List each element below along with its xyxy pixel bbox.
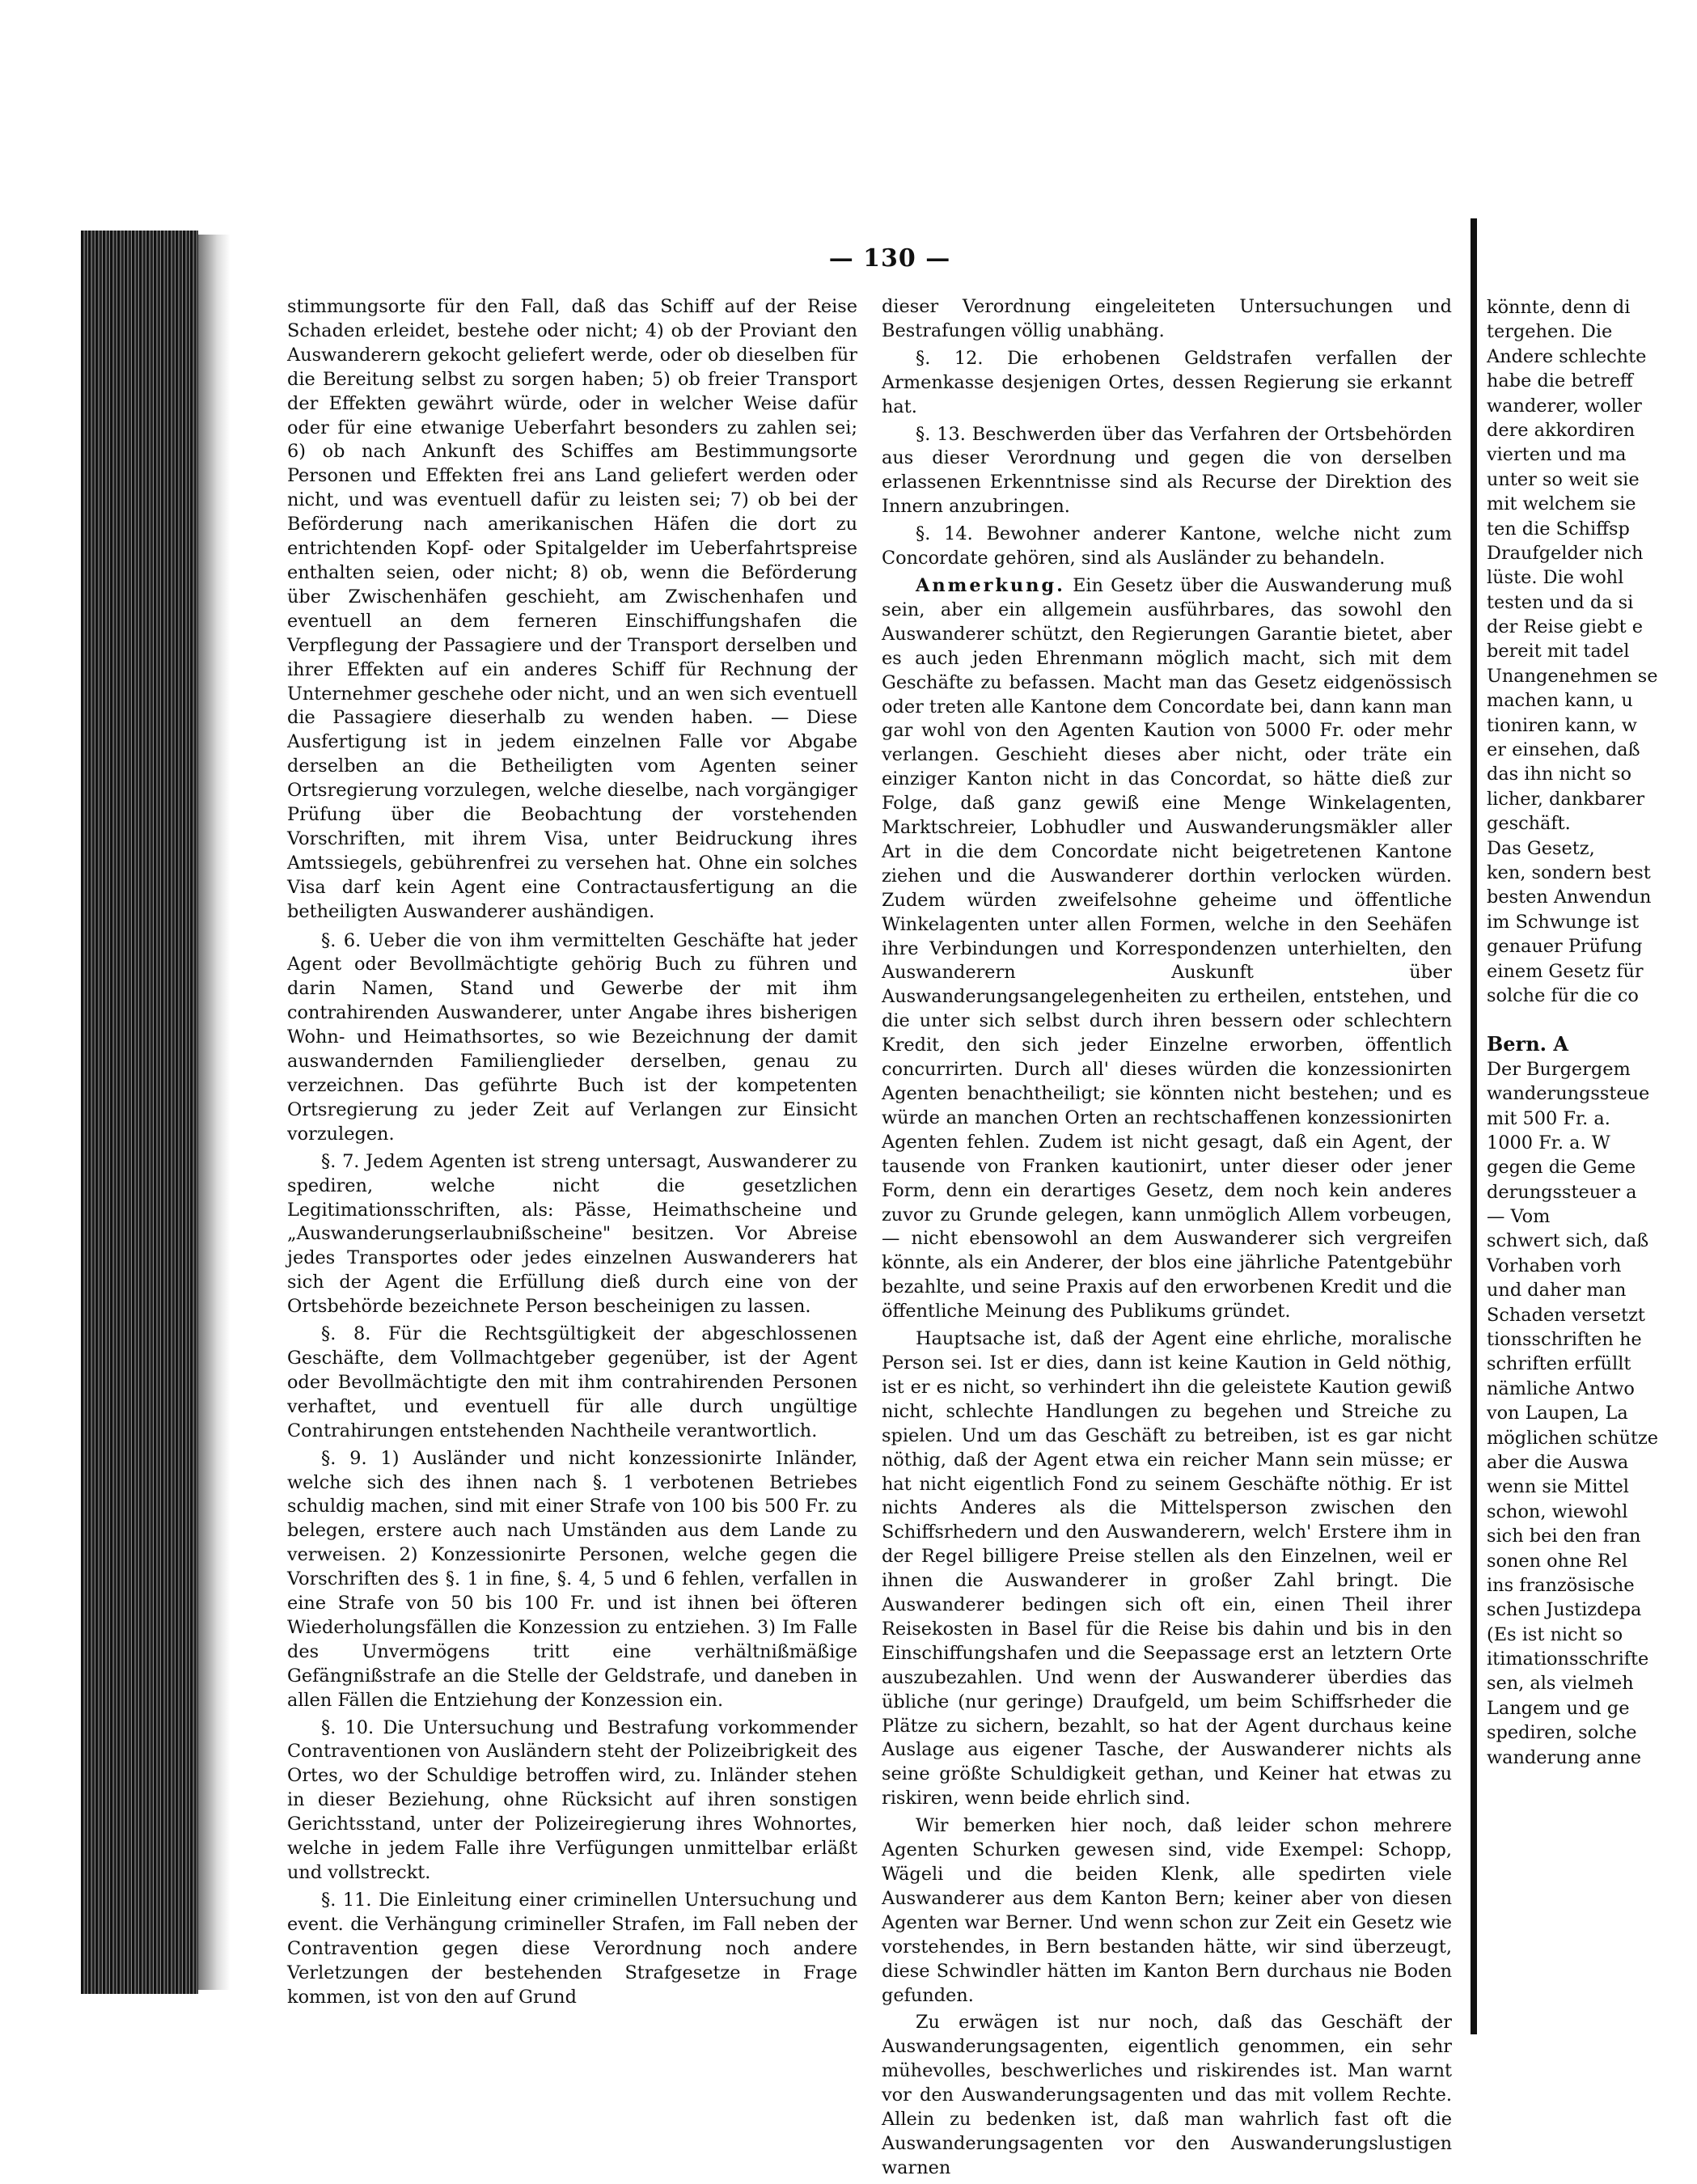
facing-page-line: schwert sich, daß	[1487, 1230, 1649, 1252]
paragraph-section-9: §. 9. 1) Ausländer und nicht konzessionirte Inländer, welche sich des ihnen nach §. 1 verbotenen Betriebes schuldig machen, sind mit einer Strafe von 100 bis 500 Fr. zu belegen, erstere auch nach Umständen aus dem Lande zu verweisen. 2) Konzessionirte Personen, welche gegen die Vorschriften des §. 1 in fine, §. 4, 5 und 6 fehlen, verfallen in eine Strafe von 50 bis 100 Fr. und ist ihnen bei öfteren Wiederholungsfällen die Konzession zu entziehen. 3) Im Falle des Unvermögens tritt eine verhältnißmäßige Gefängnißstrafe an die Stelle der Geldstrafe, und daneben in allen Fällen die Entziehung der Konzession ein.	[287, 1447, 857, 1711]
facing-page-line: mit welchem sie	[1487, 493, 1636, 515]
facing-page-line: machen kann, u	[1487, 690, 1633, 712]
facing-page-line: Das Gesetz,	[1487, 837, 1595, 859]
paragraph-section-13: §. 13. Beschwerden über das Verfahren der Ortsbehörden aus dieser Verordnung und gegen die von derselben erlassenen Erkenntnisse sind als Recurse der Direktion des Innern anzubringen.	[882, 423, 1452, 518]
paragraph: stimmungsorte für den Fall, daß das Schiff auf der Reise Schaden erleidet, bestehe oder nicht; 4) ob der Proviant den Auswanderern gekocht geliefert werde, oder ob dieselben für die Bereitung selbst zu sorgen haben; 5) ob freier Transport der Effekten gewährt würde, oder in welcher Weise dafür oder für eine etwanige Ueberfahrt besonders zu zahlen sei; 6) ob nach Ankunft des Schiffes am Bestimmungsorte Personen und Effekten frei ans Land geliefert werden oder nicht, und was eventuell dafür zu leisten sei; 7) ob bei der Beförderung nach amerikanischen Häfen die dort zu entrichtenden Kopf- oder Spitalgelder im Ueberfahrtspreise enthalten seien, oder nicht; 8) ob, wenn die Beförderung über Zwischenhäfen geschieht, am Zwischenhafen und eventuell an dem ferneren Einschiffungshafen die Verpflegung der Passagiere und der Transport derselben und ihrer Effekten auf ein anderes Schiff für Rechnung der Unternehmer geschehe oder nicht, und an wen sich eventuell die Passagiere dieserhalb zu wenden haben. — Diese Ausfertigung ist in jedem einzelnen Falle vor Abgabe derselben an die Betheiligten vom Agenten seiner Ortsregierung vorzulegen, welche dieselbe, nach vorgängiger Prüfung über die Beobachtung der vorstehenden Vorschriften, mit ihrem Visa, unter Beidruckung ihres Amtssiegels, gebührenfrei zu versehen hat. Ohne ein solches Visa darf kein Agent eine Contractausfertigung an die betheiligten Auswanderer aushändigen.	[287, 296, 857, 922]
facing-page-line: wanderung anne	[1487, 1746, 1641, 1768]
paragraph-section-12: §. 12. Die erhobenen Geldstrafen verfallen der Armenkasse desjenigen Ortes, dessen Regierung sie erkannt hat.	[882, 347, 1452, 417]
facing-page-line: licher, dankbarer	[1487, 788, 1645, 810]
facing-page-line: 1000 Fr. a. W	[1487, 1132, 1610, 1153]
facing-page-line: spediren, solche	[1487, 1722, 1637, 1744]
facing-page-line: einem Gesetz für	[1487, 960, 1644, 982]
facing-page-line: Unangenehmen se	[1487, 665, 1658, 687]
facing-page-line: möglichen schütze	[1487, 1427, 1659, 1449]
facing-page-line: (Es ist nicht so	[1487, 1623, 1623, 1645]
facing-page-line: geschäft.	[1487, 813, 1571, 835]
facing-page-line: ken, sondern best	[1487, 861, 1651, 883]
facing-page-line: besten Anwendun	[1487, 887, 1652, 908]
facing-page-line: ten die Schiffsp	[1487, 518, 1630, 540]
facing-page-line: Andere schlechte	[1487, 345, 1647, 367]
facing-page-line: und daher man	[1487, 1280, 1627, 1302]
facing-page-line: er einsehen, daß	[1487, 739, 1640, 761]
facing-page-line: ins französische	[1487, 1574, 1635, 1596]
paragraph: Wir bemerken hier noch, daß leider schon mehrere Agenten Schurken gewesen sind, vide Exempel: Schopp, Wägeli und die beiden Klenk, alle spedirten viele Auswanderer aus dem Kanton Bern; keiner aber von diesen Agenten war Berner. Und wenn schon zur Zeit ein Gesetz wie vorstehendes, in Bern bestanden hätte, wir sind überzeugt, diese Schwindler hätten im Kanton Bern durchaus nie Boden gefunden.	[882, 1815, 1452, 2006]
anmerkung-label: Anmerkung.	[916, 574, 1065, 596]
facing-page-line: derungssteuer a	[1487, 1181, 1637, 1203]
facing-page-line: könnte, denn di	[1487, 297, 1631, 318]
facing-page-line: aber die Auswa	[1487, 1451, 1629, 1473]
facing-page-line: tionsschriften he	[1487, 1329, 1642, 1351]
facing-page-line: nämliche Antwo	[1487, 1378, 1635, 1399]
paragraph-anmerkung	[882, 574, 1452, 1324]
facing-page-line: von Laupen, La	[1487, 1403, 1628, 1424]
paragraph: dieser Verordnung eingeleiteten Untersuchungen und Bestrafungen völlig unabhäng.	[882, 296, 1452, 341]
facing-page-line: vierten und ma	[1487, 444, 1627, 466]
facing-page-line: lüste. Die wohl	[1487, 567, 1624, 589]
facing-page-line: wenn sie Mittel	[1487, 1476, 1629, 1498]
facing-page-line: tergehen. Die	[1487, 321, 1613, 343]
paragraph: Hauptsache ist, daß der Agent eine ehrliche, moralische Person sei. Ist er dies, dann ist keine Kaution in Geld nöthig, ist er es nicht, so verhindert ihn die geleistete Kaution gewiß nicht, schlechte Handlungen zu begehen und Streiche zu spielen. Und um das Geschäft zu betreiben, ist es gar nicht nöthig, daß der Agent etwa ein reicher Mann sein müsse; er hat nicht eigentlich Fond zu seinem Geschäfte nöthig. Er ist nichts Anderes als die Mittelsperson zwischen den Schiffsrhedern und den Auswanderern, welch' Erstere ihm in der Regel billigere Preise stellen als den Einzelnen, weil er ihnen die Auswanderer in großer Zahl bringt. Die Auswanderer bedingen sich oft ein, einen Theil ihrer Reisekosten in Basel für die Reise bis dahin und bis in den Einschiffungshafen und die Seepassage erst an letztern Orte auszubezahlen. Und wenn der Auswanderer überdies das übliche (nur geringe) Draufgeld, um beim Schiffsrheder die Plätze zu sichern, bezahlt, so hat der Agent durchaus keine Auslage aus eigener Tasche, der Auswanderer nichts als seine größte Schuldigkeit gethan, und Keiner hat etwas zu riskiren, wenn beide ehrlich sind.	[882, 1328, 1452, 1809]
paragraph: Zu erwägen ist nur noch, daß das Geschäft der Auswanderungsagenten, eigentlich genommen, ein sehr mühevolles, beschwerliches und riskirendes ist. Man warnt vor den Auswanderungsagenten und das mit vollem Rechte. Allein zu bedenken ist, daß man wahrlich fast oft die Auswanderungsagenten vor den Auswanderungslustigen warnen	[882, 2012, 1452, 2178]
facing-page-line: schen Justizdepa	[1487, 1599, 1642, 1621]
facing-page-line: Draufgelder nich	[1487, 542, 1644, 564]
page-number: — 130 —	[828, 244, 951, 273]
facing-page-line: sich bei den fran	[1487, 1526, 1641, 1547]
facing-page-line: der Reise giebt e	[1487, 616, 1643, 638]
facing-page-line: schriften erfüllt	[1487, 1353, 1631, 1375]
facing-page-line: Schaden versetzt	[1487, 1304, 1645, 1326]
left-column	[287, 295, 857, 2013]
paragraph-section-11: §. 11. Die Einleitung einer criminellen Untersuchung und event. die Verhängung crimineller Strafen, im Fall neben der Contravention gegen diese Verordnung noch andere Verletzungen der bestehenden Strafgesetze in Frage kommen, ist von den auf Grund	[287, 1889, 857, 2008]
paragraph-section-7: §. 7. Jedem Agenten ist streng untersagt, Auswanderer zu spediren, welche nicht die gesetzlichen Legitimationsschriften, als: Pässe, Heimathscheine und „Auswanderungserlaubnißscheine" besitzen. Vor Abreise jedes Transportes oder jedes einzelnen Auswanderers hat sich der Agent die Erfüllung dieß durch eine von der Ortsbehörde bezeichnete Person bescheinigen zu lassen.	[287, 1150, 857, 1318]
facing-page-line: wanderer, woller	[1487, 395, 1642, 417]
binding-shadow	[198, 235, 231, 1990]
facing-page-line: bereit mit tadel	[1487, 641, 1630, 662]
facing-page-line: — Vom	[1487, 1206, 1551, 1228]
facing-page-line: sonen ohne Rel	[1487, 1550, 1628, 1572]
facing-page-line: Langem und ge	[1487, 1697, 1630, 1719]
facing-page-line: mit 500 Fr. a.	[1487, 1107, 1610, 1129]
facing-page-line: itimationsschrifte	[1487, 1649, 1649, 1670]
gutter-fold	[1471, 218, 1477, 2034]
facing-page-line: unter so weit sie	[1487, 468, 1640, 490]
paragraph-section-8: §. 8. Für die Rechtsgültigkeit der abgeschlossenen Geschäfte, dem Vollmachtgeber gegenüber, ist der Agent oder Bevollmächtigte den mit ihm contrahirenden Personen verhaftet, und eventuell für alle durch ungültige Contrahirungen entstehenden Nachtheile verantwortlich.	[287, 1323, 857, 1441]
paragraph-section-14: §. 14. Bewohner anderer Kantone, welche nicht zum Concordate gehören, sind als Ausländer zu behandeln.	[882, 523, 1452, 569]
right-column	[882, 295, 1452, 2184]
facing-page-line: habe die betreff	[1487, 370, 1633, 392]
facing-page-line: sen, als vielmeh	[1487, 1673, 1634, 1695]
facing-page-fragment	[1487, 295, 1659, 2010]
facing-page-line: schon, wiewohl	[1487, 1500, 1628, 1522]
facing-page-line: tioniren kann, w	[1487, 714, 1637, 736]
paragraph-section-6: §. 6. Ueber die von ihm vermittelten Geschäfte hat jeder Agent oder Bevollmächtigte gehörig Buch zu führen und darin Namen, Stand und Gewerbe der mit ihm contrahirenden Auswanderer, unter Angabe ihres bisherigen Wohn- und Heimathsortes, so wie Bezeichnung der damit auswandernden Familienglieder derselben, genau zu verzeichnen. Das geführte Buch ist der kompetenten Ortsregierung zu jeder Zeit auf Verlangen zur Einsicht vorzulegen.	[287, 929, 857, 1145]
book-page-edges	[81, 231, 198, 1994]
facing-page-line: Vorhaben vorh	[1487, 1255, 1622, 1276]
anmerkung-text: Ein Gesetz über die Auswanderung muß sein, aber ein allgemein ausführbares, das sowohl den Auswanderer schützt, den Regierungen Garantie bietet, aber es auch jeden Ehrenmann möglich macht, sich mit dem Geschäfte zu befassen. Macht man das Gesetz eidgenössisch oder treten alle Kantone dem Concordate bei, dann kann man gar wohl von den Agenten Kaution von 5000 Fr. oder mehr verlangen. Geschieht dieses aber nicht, oder träte ein einziger Kanton nicht in das Concordat, so hätte dieß zur Folge, daß ganz gewiß eine Menge Winkelagenten, Marktschreier, Lobhudler und Auswanderungsmäkler aller Art in die dem Concordate nicht beigetretenen Kantone ziehen und die Auswanderer dorthin verlocken würden. Zudem würden zweifelsohne geheime und öffentliche Winkelagenten unter allen Formen, welche in den Seehäfen ihre Verbindungen und Korrespondenzen unterhielten, den Auswanderern Auskunft über Auswanderungsangelegenheiten zu ertheilen, entstehen, und die unter sich selbst durch ihren bessern oder schlechtern Kredit, den sich jeder Einzelne erworben, öffentlich concurrirten. Durch all' dieses würden die konzessionirten Agenten benachtheiligt; sie könnten nicht bestehen; und es würde an manchen Orten an rechtschaffenen konzessionirten Agenten fehlen. Zudem ist nicht gesagt, daß ein Agent, der tausende von Franken kautionirt, unter dieser oder jener Form, denn ein derartiges Gesetz, dem noch kein anderes zuvor zu Grunde gelegen, kann unmöglich Allem vorbeugen, — nicht ebensowohl an dem Auswanderer sich vergreifen könnte, als ein Anderer, der blos eine jährliche Patentgebühr bezahlte, und seine Praxis auf den erworbenen Kredit und die öffentliche Meinung des Publikums gründet.	[882, 574, 1453, 1323]
facing-page-line: genauer Prüfung	[1487, 936, 1643, 958]
facing-page-line: im Schwunge ist	[1487, 911, 1640, 933]
facing-page-lines-bottom	[1487, 1057, 1697, 1770]
facing-page-line: Der Burgergem	[1487, 1058, 1631, 1080]
paragraph-section-10: §. 10. Die Untersuchung und Bestrafung vorkommender Contraventionen von Ausländern steht der Polizeibrigkeit des Ortes, wo der Schuldige betroffen wird, zu. Inländer stehen in dieser Beziehung, ohne Rücksicht auf ihren sonstigen Gerichtsstand, unter der Polizeiregierung ihres Wohnortes, welche in jedem Falle ihre Verfügungen unmittelbar erläßt und vollstreckt.	[287, 1716, 857, 1883]
facing-page-line: dere akkordiren	[1487, 419, 1636, 441]
facing-page-line: solche für die co	[1487, 984, 1639, 1006]
facing-page-lines-top	[1487, 295, 1697, 1008]
facing-page-line: wanderungssteue	[1487, 1083, 1650, 1105]
facing-page-heading: Bern. A	[1487, 1032, 1568, 1056]
facing-page-line: testen und da si	[1487, 591, 1634, 613]
facing-page-line: gegen die Geme	[1487, 1157, 1636, 1179]
facing-page-line: das ihn nicht so	[1487, 764, 1632, 785]
